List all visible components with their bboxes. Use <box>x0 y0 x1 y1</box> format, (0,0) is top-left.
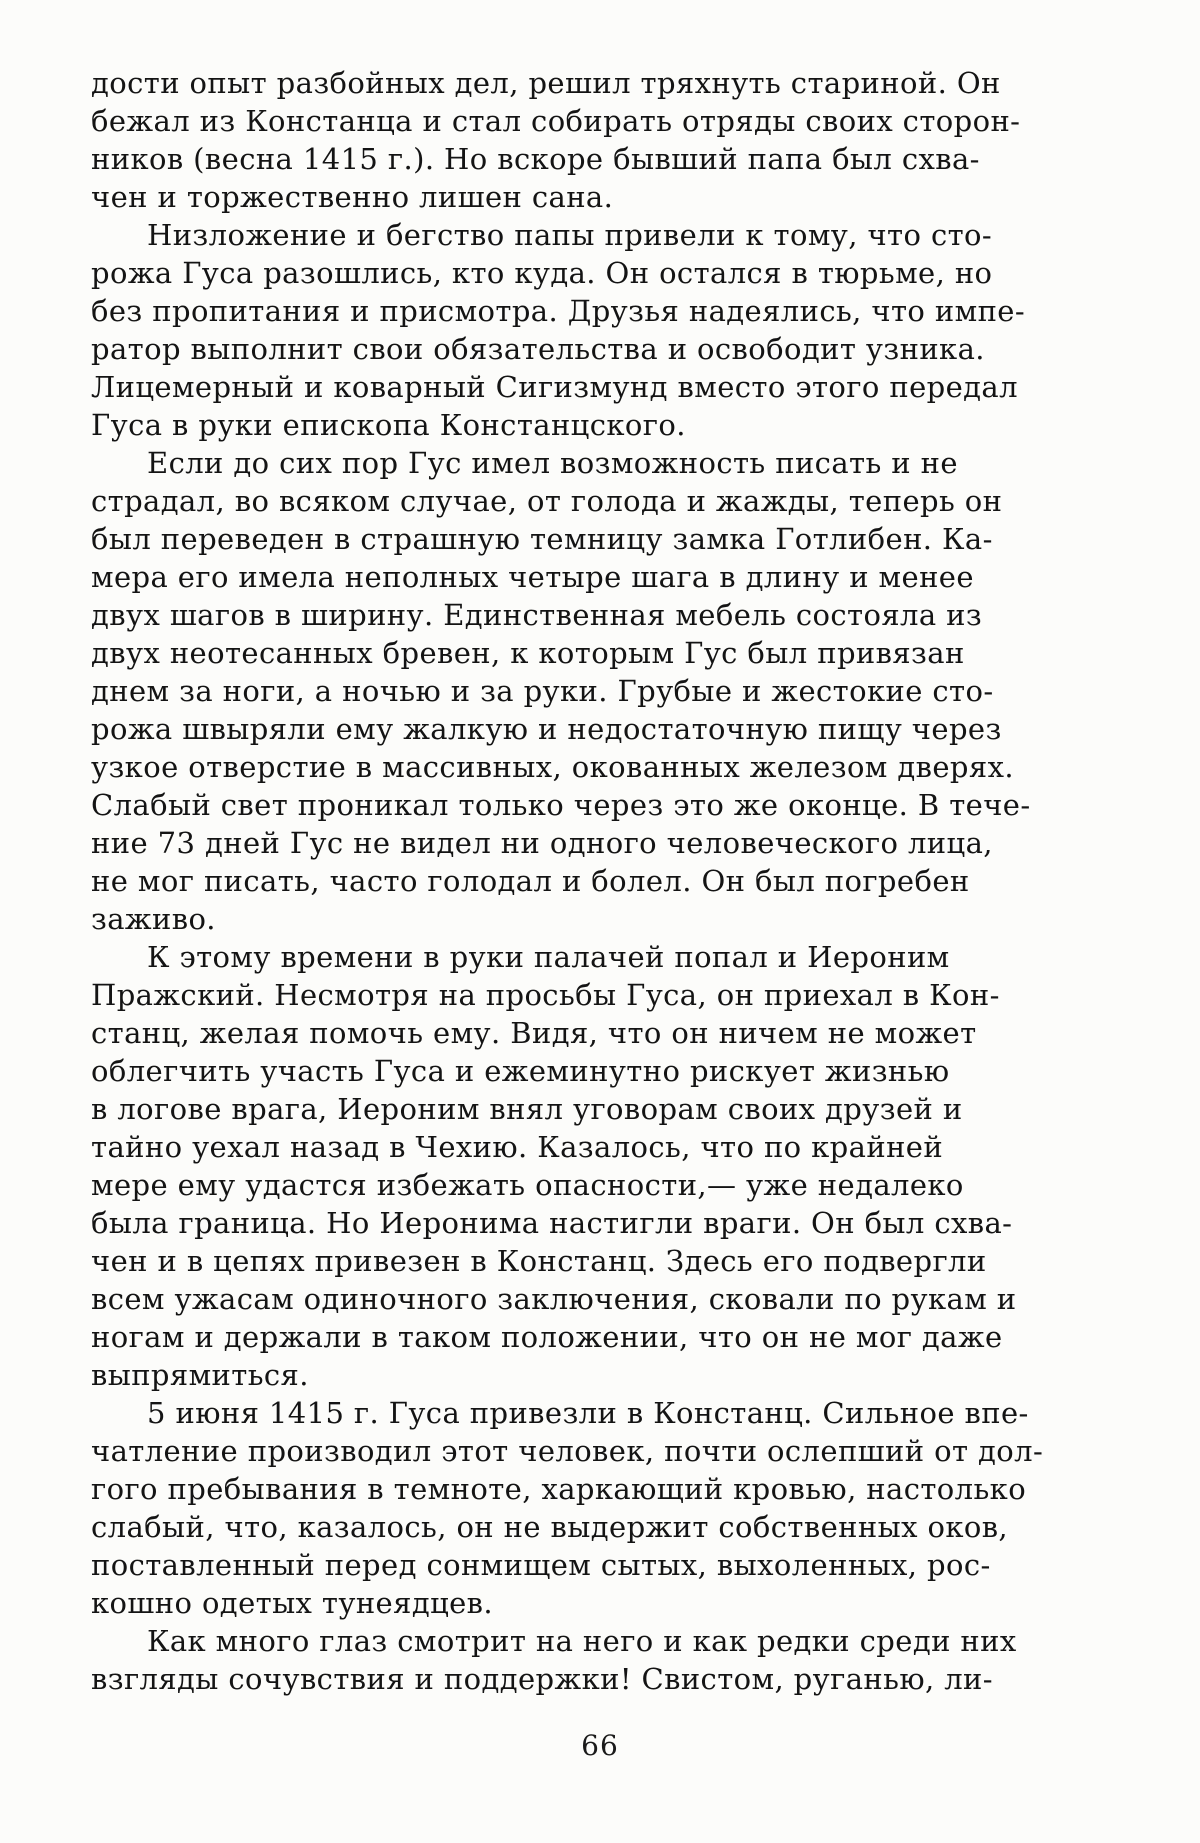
text-line: днем за ноги, а ночью и за руки. Грубые и жестокие сто- <box>91 674 994 708</box>
text-line: мера его имела неполных четыре шага в длину и менее <box>91 560 974 594</box>
text-line: дости опыт разбойных дел, решил тряхнуть стариной. Он <box>91 66 1001 100</box>
text-line: заживо. <box>91 902 216 936</box>
text-line: 5 июня 1415 г. Гуса привезли в Констанц. Сильное впе- <box>147 1396 1029 1430</box>
text-line: был переведен в страшную темницу замка Готлибен. Ка- <box>91 522 993 556</box>
text-line: страдал, во всяком случае, от голода и жажды, теперь он <box>91 484 1003 518</box>
text-line: без пропитания и присмотра. Друзья надеялись, что импе- <box>91 294 1026 328</box>
text-line: взгляды сочувствия и поддержки! Свистом, руганью, ли- <box>91 1662 993 1696</box>
paragraph <box>91 938 1095 1394</box>
paragraph <box>91 1622 1095 1698</box>
text-line: ногам и держали в таком положении, что он не мог даже <box>91 1320 1003 1354</box>
page-number: 66 <box>581 1729 619 1762</box>
text-line: чен и торжественно лишен сана. <box>91 180 614 214</box>
text-line: бежал из Констанца и стал собирать отряды своих сторон- <box>91 104 1021 138</box>
text-line: Лицемерный и коварный Сигизмунд вместо этого передал <box>91 370 1018 404</box>
text-line: чатление производил этот человек, почти ослепший от дол- <box>91 1434 1044 1468</box>
paragraph <box>91 64 1095 216</box>
text-line: слабый, что, казалось, он не выдержит собственных оков, <box>91 1510 1009 1544</box>
text-block <box>91 64 1095 1698</box>
paragraph <box>91 1394 1095 1622</box>
text-line: облегчить участь Гуса и ежеминутно рискует жизнью <box>91 1054 950 1088</box>
text-line: Слабый свет проникал только через это же оконце. В тече- <box>91 788 1031 822</box>
text-line: двух неотесанных бревен, к которым Гус был привязан <box>91 636 965 670</box>
text-line: кошно одетых тунеядцев. <box>91 1586 494 1620</box>
text-line: поставленный перед сонмищем сытых, выхоленных, рос- <box>91 1548 991 1582</box>
text-line: Пражский. Несмотря на просьбы Гуса, он приехал в Кон- <box>91 978 1000 1012</box>
text-line: всем ужасам одиночного заключения, сковали по рукам и <box>91 1282 1017 1316</box>
text-line: мере ему удастся избежать опасности,— уже недалеко <box>91 1168 964 1202</box>
text-line: ратор выполнит свои обязательства и освободит узника. <box>91 332 985 366</box>
text-line: ние 73 дней Гус не видел ни одного человеческого лица, <box>91 826 993 860</box>
text-line: двух шагов в ширину. Единственная мебель состояла из <box>91 598 983 632</box>
text-line: не мог писать, часто голодал и болел. Он был погребен <box>91 864 970 898</box>
text-line: К этому времени в руки палачей попал и Иероним <box>147 940 950 974</box>
text-line: Как много глаз смотрит на него и как редки среди них <box>147 1624 1017 1658</box>
text-line: станц, желая помочь ему. Видя, что он ничем не может <box>91 1016 977 1050</box>
paragraph <box>91 444 1095 938</box>
text-line: была граница. Но Иеронима настигли враги. Он был схва- <box>91 1206 1013 1240</box>
text-line: Гуса в руки епископа Констанцского. <box>91 408 686 442</box>
text-line: гого пребывания в темноте, харкающий кровью, настолько <box>91 1472 1027 1506</box>
text-line: в логове врага, Иероним внял уговорам своих друзей и <box>91 1092 963 1126</box>
text-line: чен и в цепях привезен в Констанц. Здесь его подвергли <box>91 1244 987 1278</box>
text-line: ников (весна 1415 г.). Но вскоре бывший папа был схва- <box>91 142 980 176</box>
text-line: рожа Гуса разошлись, кто куда. Он остался в тюрьме, но <box>91 256 993 290</box>
text-line: Если до сих пор Гус имел возможность писать и не <box>147 446 958 480</box>
text-line: тайно уехал назад в Чехию. Казалось, что по крайней <box>91 1130 944 1164</box>
text-line: узкое отверстие в массивных, окованных железом дверях. <box>91 750 1014 784</box>
text-line: Низложение и бегство папы привели к тому, что сто- <box>147 218 993 252</box>
text-line: выпрямиться. <box>91 1358 309 1392</box>
paragraph <box>91 216 1095 444</box>
text-line: рожа швыряли ему жалкую и недостаточную пищу через <box>91 712 1002 746</box>
